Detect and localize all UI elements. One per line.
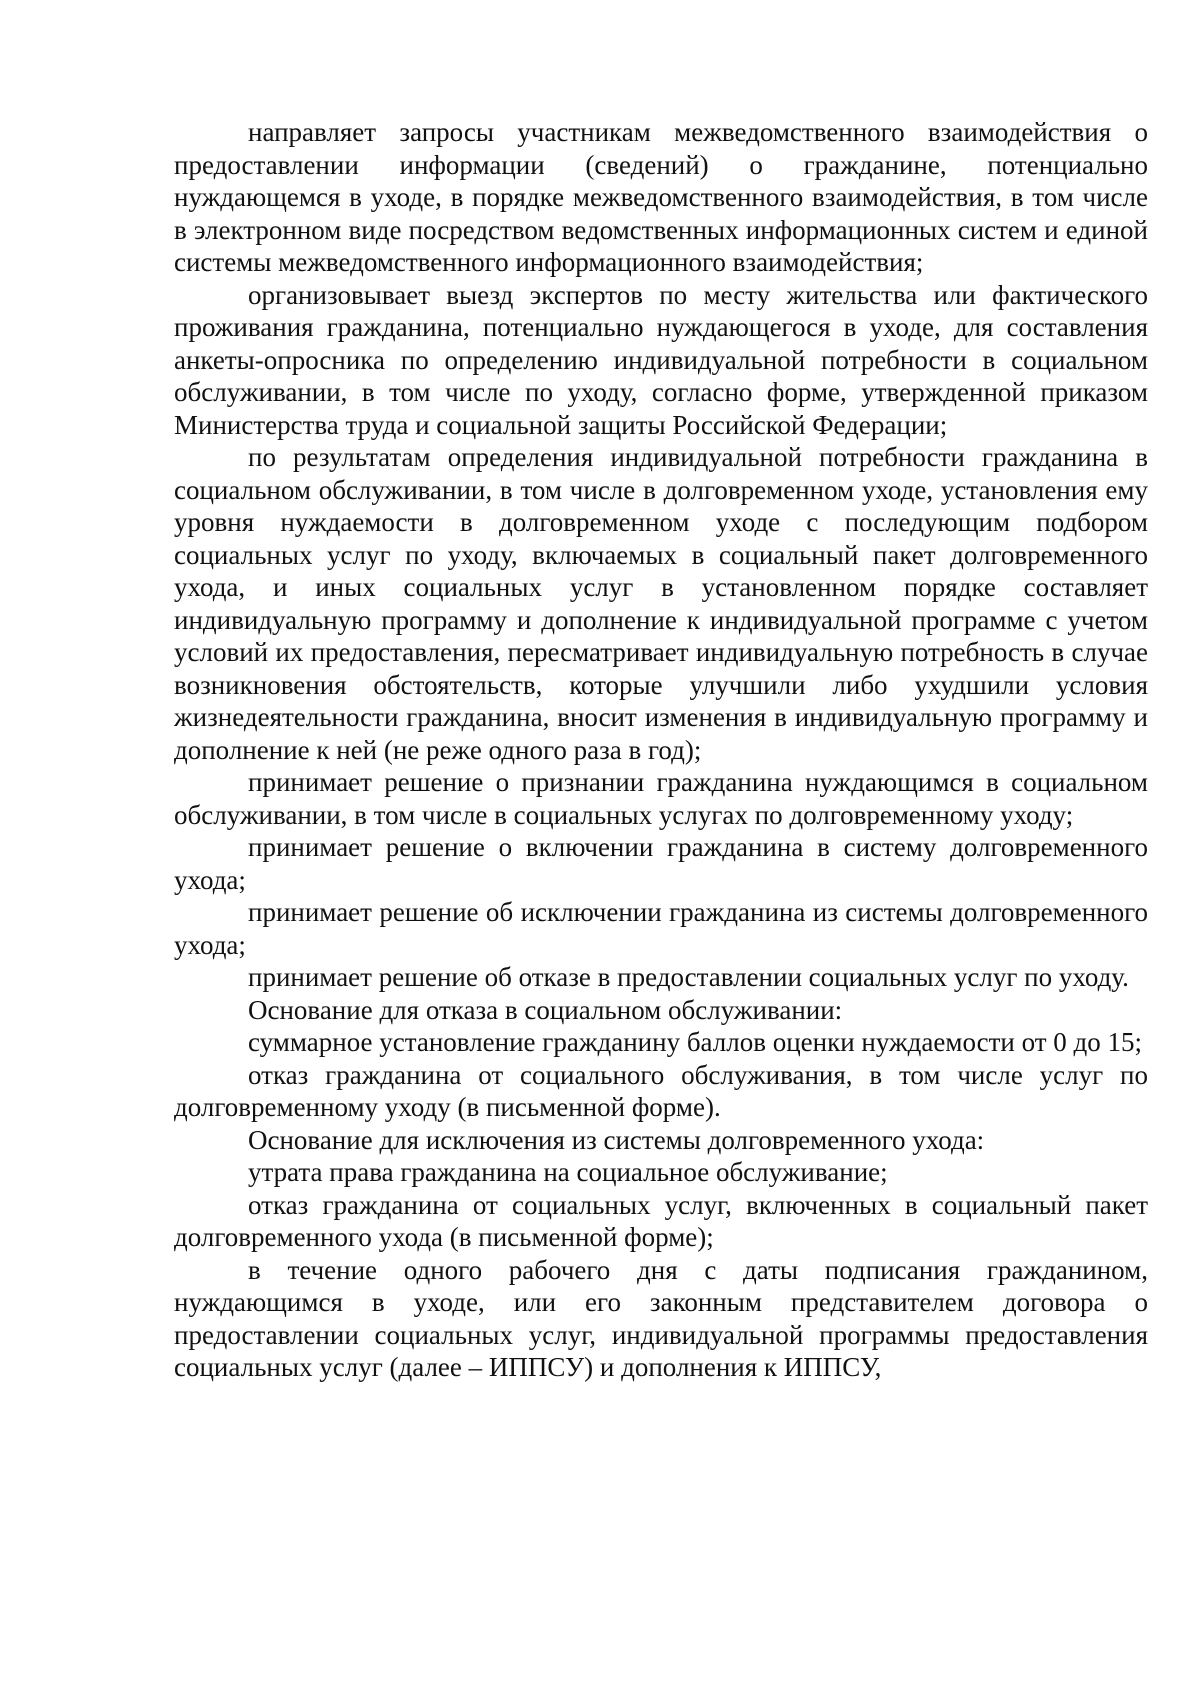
paragraph-within-one-day: в течение одного рабочего дня с даты подписания гражданином, нуждающимся в уходе, или его законным представителем договора о предоставлении социальных услуг, индивидуальной программы предоставления социальных услуг (далее – ИППСУ) и дополнения к ИППСУ,: [174, 1254, 1148, 1382]
paragraph-expert-visit: организовывает выезд экспертов по месту жительства или фактического проживания гражданина, потенциально нуждающегося в уходе, для составления анкеты-опросника по определению индивидуальной потребности в социальном обслуживании, в том числе по уходу, согласно форме, утвержденной приказом Министерства труда и социальной защиты Российской Федерации;: [174, 279, 1148, 440]
paragraph-refusal-decision: принимает решение об отказе в предоставлении социальных услуг по уходу.: [248, 962, 1129, 992]
paragraph-requests: направляет запросы участникам межведомственного взаимодействия о предоставлении информации (сведений) о гражданине, потенциально нуждающемся в уходе, в порядке межведомственного взаимодействия, в том числе в электронном виде посредством ведомственных информационных систем и единой системы межведомственного информационного взаимодействия;: [174, 117, 1148, 277]
paragraph-refusal-services: отказ гражданина от социальных услуг, включенных в социальный пакет долговременного ухода (в письменной форме);: [174, 1189, 1148, 1252]
paragraph-exclusion-grounds-heading: Основание для исключения из системы долговременного ухода:: [248, 1124, 985, 1155]
paragraph-individual-program: по результатам определения индивидуальной потребности гражданина в социальном обслуживании, в том числе в долговременном уходе, установления ему уровня нуждаемости в долговременном уходе с последующим подбором социальных услуг по уходу, включаемых в социальный пакет долговременного ухода, и иных социальных услуг в установленном порядке составляет индивидуальную программу и дополнение к индивидуальной программе с учетом условий их предоставления, пересматривает индивидуальную потребность в случае возникновения обстоятельств, которые улучшили либо ухудшили условия жизнедеятельности гражданина, вносит изменения в индивидуальную программу и дополнение к ней (не реже одного раза в год);: [174, 442, 1148, 765]
paragraph-refusal-grounds-heading: Основание для отказа в социальном обслуживании:: [248, 994, 843, 1025]
paragraph-inclusion-decision: принимает решение о включении гражданина в систему долговременного ухода;: [174, 832, 1148, 895]
paragraph-recognition-decision: принимает решение о признании гражданина нуждающимся в социальном обслуживании, в том числе в социальных услугах по долговременному уходу;: [174, 767, 1148, 830]
paragraph-refusal-score: суммарное установление гражданину баллов оценки нуждаемости от 0 до 15;: [248, 1027, 1143, 1057]
paragraph-refusal-citizen: отказ гражданина от социального обслуживания, в том числе услуг по долговременному уходу (в письменной форме).: [174, 1059, 1148, 1122]
paragraph-exclusion-decision: принимает решение об исключении гражданина из системы долговременного ухода;: [174, 897, 1148, 960]
document-page: [174, 116, 1148, 1384]
paragraph-loss-of-right: утрата права гражданина на социальное обслуживание;: [248, 1157, 888, 1187]
